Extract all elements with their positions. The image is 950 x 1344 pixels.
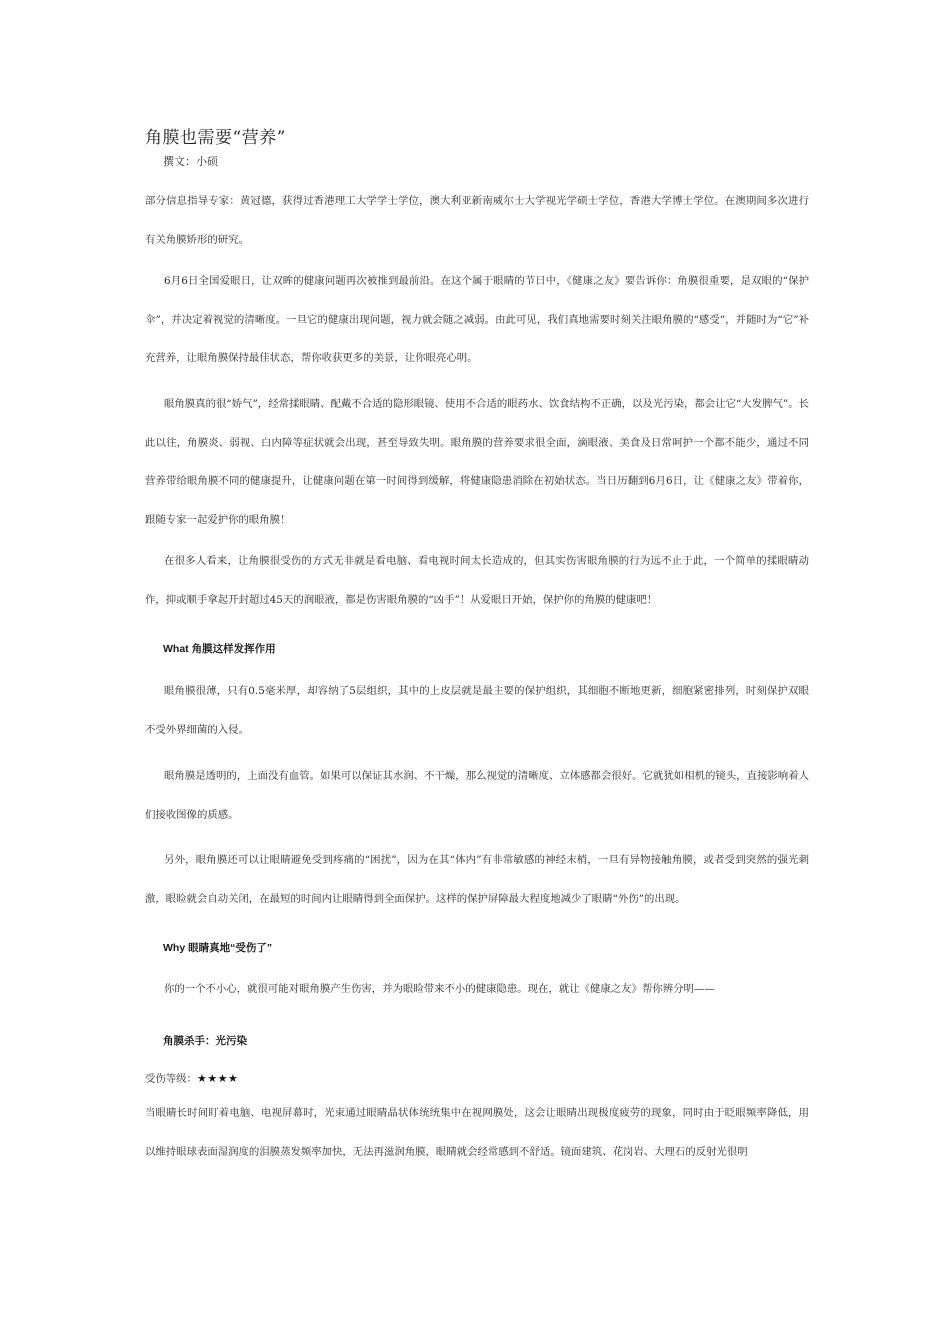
light-pollution-paragraph: 当眼睛长时间盯着电脑、电视屏幕时，光束通过眼睛晶状体统统集中在视网膜处，这会让眼睛出现极度疲劳的现象，同时由于眨眼频率降低，用以维持眼球表面湿润度的泪膜蒸发频率加快，无法再滋润角膜，眼睛就会经常感到不舒适。镜面建筑、花岗岩、大理石的反射光很明	[145, 1107, 809, 1158]
why-intro-paragraph: 你的一个不小心，就很可能对眼角膜产生伤害，并为眼睑带来不小的健康隐患。现在，就让《健康之友》帮你辨分明——	[164, 983, 715, 995]
intro-paragraph: 6月6日全国爱眼日，让双眸的健康问题再次被推到最前沿。在这个属于眼睛的节日中，《健康之友》要告诉你：角膜很重要，是双眼的“保护伞”，并决定着视觉的清晰度。一旦它的健康出现问题，视力就会随之减弱。由此可见，我们真地需要时刻关注眼角膜的“感受”，并随时为“它”补充营养，让眼角膜保持最佳状态，帮你收获更多的美景，让你眼亮心明。	[145, 275, 809, 364]
section-heading-light-pollution: 角膜杀手：光污染	[163, 1035, 247, 1047]
injury-grade	[145, 1070, 238, 1085]
cornea-transparency-paragraph: 眼角膜是透明的，上面没有血管。如果可以保证其水润、不干燥，那么视觉的清晰度、立体感都会很好。它就犹如相机的镜头，直接影响着人们接收图像的质感。	[145, 770, 809, 821]
cornea-structure-paragraph: 眼角膜很薄，只有0.5毫米厚，却容纳了5层组织，其中的上皮层就是最主要的保护组织，其细胞不断地更新，细胞紧密排列，时刻保护双眼不受外界细菌的入侵。	[145, 685, 809, 736]
article-author: 撰文：小硕	[163, 155, 218, 168]
expert-info-paragraph: 部分信息指导专家：黄冠德，获得过香港理工大学学士学位，澳大利亚新南威尔士大学视光学硕士学位，香港大学博士学位。在澳期间多次进行有关角膜矫形的研究。	[145, 195, 809, 246]
cornea-protection-paragraph: 另外，眼角膜还可以让眼睛避免受到疼痛的“困扰”，因为在其“体内”有非常敏感的神经末梢，一旦有异物接触角膜，或者受到突然的强光刺激，眼睑就会自动关闭，在最短的时间内让眼睛得到全面保护。这样的保护屏障最大程度地减少了眼睛“外伤”的出现。	[145, 854, 809, 905]
cornea-harm-paragraph: 在很多人看来，让角膜很受伤的方式无非就是看电脑、看电视时间太长造成的，但其实伤害眼角膜的行为远不止于此，一个简单的揉眼睛动作，抑或顺手拿起开封超过45天的润眼液，都是伤害眼角膜的“凶手”！从爱眼日开始，保护你的角膜的健康吧！	[145, 555, 809, 606]
star-rating-icon: ★★★★	[196, 1072, 239, 1085]
section-heading-what: What 角膜这样发挥作用	[163, 643, 276, 655]
article-title: 角膜也需要“营养”	[145, 128, 286, 148]
section-heading-why: Why 眼睛真地“受伤了”	[163, 942, 273, 954]
cornea-care-paragraph: 眼角膜真的很“娇气”，经常揉眼睛、配戴不合适的隐形眼镜、使用不合适的眼药水、饮食结构不正确，以及光污染，都会让它“大发脾气”。长此以往，角膜炎、弱视、白内障等症状就会出现，甚至导致失明。眼角膜的营养要求很全面，滴眼液、美食及日常呵护一个都不能少，通过不同营养带给眼角膜不同的健康提升，让健康问题在第一时间得到缓解，将健康隐患消除在初始状态。当日历翻到6月6日，让《健康之友》带着你，跟随专家一起爱护你的眼角膜！	[145, 398, 809, 526]
injury-grade-label: 受伤等级：	[145, 1073, 197, 1085]
